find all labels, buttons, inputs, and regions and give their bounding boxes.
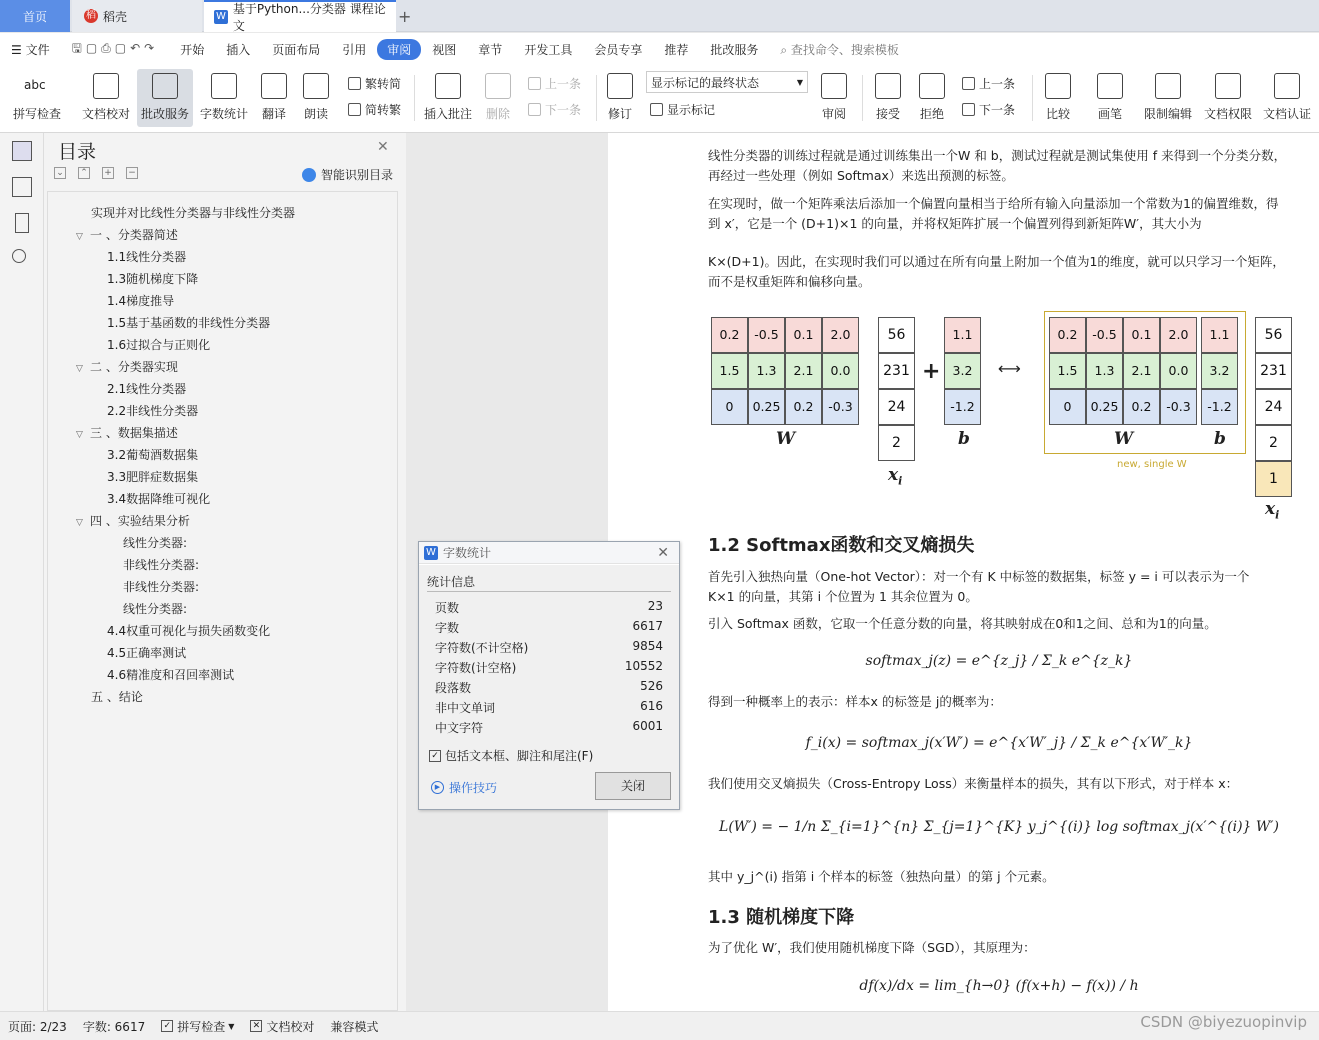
checkbox-checked-icon: ✓ [429, 750, 441, 762]
checkbox-checked-icon: ✓ [161, 1020, 173, 1032]
loss-equation: L(W′) = − 1/n Σ_{i=1}^{n} Σ_{j=1}^{K} y_j^{(i)} log softmax_j(x′^{(i)} W′) [719, 819, 1279, 835]
paragraph: 引入 Softmax 函数，它取一个任意分数的向量，将其映射成在0和1之间、总和为1的向量。 [708, 616, 1217, 631]
new-b-cell: 3.2 [1201, 353, 1238, 389]
x-cell: 56 [878, 317, 915, 353]
toc-item[interactable]: 1.6过拟合与正则化 [107, 338, 211, 352]
new-w-cell: 0.2 [1049, 317, 1086, 353]
add-item-icon[interactable]: + [102, 167, 114, 179]
section-heading: 1.3 随机梯度下降 [708, 907, 855, 928]
w-cell: 0.25 [748, 389, 785, 425]
new-w-cell: 0.1 [1123, 317, 1160, 353]
toc-item[interactable] [76, 358, 178, 375]
lock-icon [1155, 73, 1181, 99]
plus-sign: + [922, 359, 941, 384]
stat-label: 字符数(计空格) [435, 661, 517, 675]
softmax-equation: softmax_j(z) = e^{z_j} / Σ_k e^{z_k} [865, 653, 1133, 669]
tab-bar [0, 0, 1319, 32]
read-aloud-label: 朗读 [303, 107, 328, 121]
probability-equation: f_i(x) = softmax_j(x′W′) = e^{x′W′_j} / Σ_k e^{x′W′_k} [805, 735, 1193, 751]
review-pane-label: 审阅 [821, 107, 846, 121]
stat-row [435, 599, 663, 616]
toc-item[interactable]: 1.3随机梯度下降 [107, 272, 199, 286]
stat-label: 页数 [435, 601, 460, 615]
next-change-button[interactable] [962, 101, 1015, 118]
spell-check-status-label: 拼写检查 [177, 1019, 226, 1034]
toc-item[interactable]: 3.3肥胖症数据集 [107, 470, 199, 484]
doc-check-status-label: 文档校对 [266, 1019, 315, 1034]
toc-item[interactable]: 线性分类器: [123, 602, 188, 616]
x-aug-label-sub: i [1275, 508, 1280, 522]
stat-value: 526 [640, 679, 663, 693]
x-label [888, 465, 902, 487]
dialog-titlebar [419, 542, 679, 564]
w-cell: 2.0 [822, 317, 859, 353]
x-label-main: x [888, 465, 899, 485]
menu-correction[interactable]: 批改服务 [710, 42, 759, 57]
play-icon: ▶ [431, 781, 444, 794]
menu-view[interactable]: 视图 [432, 42, 457, 57]
menu-file[interactable] [0, 41, 61, 58]
doc-check-icon [93, 73, 119, 99]
reject-icon [919, 73, 945, 99]
doc-auth-button[interactable] [1259, 69, 1315, 127]
b-cell: 1.1 [944, 317, 981, 353]
doc-permission-label: 文档权限 [1203, 107, 1252, 121]
toc-item[interactable]: 1.5基于基函数的非线性分类器 [107, 316, 271, 330]
prev-comment-button[interactable] [528, 75, 581, 92]
w-cell: 0.1 [785, 317, 822, 353]
prev-change-label: 上一条 [979, 77, 1016, 91]
word-count-button[interactable] [197, 69, 251, 127]
stats-section-label: 统计信息 [427, 575, 476, 589]
toc-item[interactable]: 4.6精准度和召回率测试 [107, 668, 235, 682]
pen-label: 画笔 [1097, 107, 1122, 121]
toc-item-label: 四 、实验结果分析 [90, 514, 190, 528]
doc-auth-label: 文档认证 [1262, 107, 1311, 121]
stat-row [435, 639, 663, 656]
command-search[interactable] [769, 41, 910, 58]
stat-label: 非中文单词 [435, 701, 496, 715]
w-cell: -0.5 [748, 317, 785, 353]
stat-row [435, 679, 663, 696]
toc-item-label: 一 、分类器简述 [90, 228, 178, 242]
collapse-all-icon[interactable]: ⌄ [54, 167, 66, 179]
chapter-icon[interactable] [12, 177, 32, 197]
search-icon[interactable] [12, 249, 26, 263]
dialog-body [419, 565, 679, 809]
x-cell: 24 [878, 389, 915, 425]
tab-daoke-label: 稻壳 [103, 9, 128, 24]
toc-item[interactable] [76, 424, 178, 441]
include-footnotes-label: 包括文本框、脚注和尾注(F) [445, 749, 594, 763]
show-markup-label: 显示标记 [667, 103, 716, 117]
new-w-cell: 2.0 [1160, 317, 1197, 353]
w-cell: 0.2 [785, 389, 822, 425]
new-w-cell: -0.5 [1086, 317, 1123, 353]
doc-check-label: 文档校对 [81, 107, 130, 121]
delete-comment-button[interactable] [480, 69, 516, 127]
chevron-down-icon: ▼ [228, 1021, 235, 1031]
show-markup-button[interactable] [650, 101, 715, 118]
paragraph: 线性分类器的训练过程就是通过训练集出一个W 和 b，测试过程就是测试集使用 f 来得到一个分类分数，再经过一些处理（例如 Softmax）来选出预测的标签。 [708, 148, 1287, 183]
b-cell: -1.2 [944, 389, 981, 425]
paragraph: 得到一种概率上的表示：样本x 的标签是 j的概率为： [708, 694, 1002, 709]
toc-icon[interactable] [12, 141, 32, 161]
review-pane-button[interactable] [816, 69, 852, 127]
ribbon-divider [414, 75, 415, 121]
next-change-label: 下一条 [979, 103, 1016, 117]
chevron-down-icon: ▽ [76, 518, 83, 528]
fan-label: 繁转简 [365, 77, 402, 91]
reject-label: 拒绝 [919, 107, 944, 121]
new-w-cell: 1.3 [1086, 353, 1123, 389]
wps-writer-icon: W [424, 546, 438, 560]
restrict-edit-label: 限制编辑 [1143, 107, 1192, 121]
menu-member[interactable]: 会员专享 [594, 42, 643, 57]
menu-reference[interactable]: 引用 [342, 42, 367, 57]
track-changes-icon [607, 73, 633, 99]
stat-value: 6617 [632, 619, 663, 633]
x-label-sub: i [898, 474, 903, 488]
x-aug-cell: 2 [1255, 425, 1292, 461]
toc-item[interactable] [76, 226, 178, 243]
paragraph: 在实现时，做一个矩阵乘法后添加一个偏置向量相当于给所有输入向量添加一个常数为1的偏置维数，得到 x′，它是一个 (D+1)×1 的向量，并将权矩阵扩展一个偏置列得到新矩阵W′，其大小为 [708, 196, 1279, 231]
menu-devtools[interactable]: 开发工具 [524, 42, 573, 57]
paragraph: 为了优化 W′，我们使用随机梯度下降（SGD），其原理为： [708, 940, 1036, 955]
toc-item[interactable]: 1.4梯度推导 [107, 294, 175, 308]
status-bar [0, 1011, 1319, 1040]
paragraph: 首先引入独热向量（One-hot Vector）：对一个有 K 中标签的数据集，标签 y = i 可以表示为一个 [708, 569, 1250, 584]
stat-label: 字符数(不计空格) [435, 641, 529, 655]
toc-item[interactable]: 非线性分类器: [123, 558, 200, 572]
spell-check-icon: abc [24, 78, 46, 92]
menu-bar [0, 33, 1319, 65]
page-indicator[interactable]: 页面: 2/23 [8, 1019, 67, 1034]
menu-recommend[interactable]: 推荐 [664, 42, 689, 57]
next-comment-button[interactable] [528, 101, 581, 118]
delete-comment-label: 删除 [485, 107, 510, 121]
prev-comment-icon [528, 77, 541, 90]
compare-label: 比较 [1045, 107, 1070, 121]
correction-icon [152, 73, 178, 99]
correction-service-button[interactable] [137, 69, 193, 127]
paragraph: K×(D+1)。因此，在实现时我们可以通过在所有向量上附加一个值为1的维度，就可以只学习一个矩阵，而不是权重矩阵和偏移向量。 [708, 254, 1285, 289]
word-count-dialog [418, 541, 680, 810]
toc-item[interactable]: 4.4权重可视化与损失函数变化 [107, 624, 271, 638]
doc-check-icon: ✕ [250, 1020, 262, 1032]
stat-label: 段落数 [435, 681, 472, 695]
close-button[interactable]: 关闭 [595, 772, 671, 800]
toc-item[interactable]: 五 、结论 [91, 690, 143, 704]
new-b-cell: 1.1 [1201, 317, 1238, 353]
show-markup-icon [650, 103, 663, 116]
translate-button[interactable] [256, 69, 292, 127]
permission-icon [1215, 73, 1241, 99]
w-cell: 0 [711, 389, 748, 425]
new-w-cell: 2.1 [1123, 353, 1160, 389]
paragraph: 其中 y_j^(i) 指第 i 个样本的标签（独热向量）的第 j 个元素。 [708, 869, 1055, 884]
accept-label: 接受 [875, 107, 900, 121]
read-aloud-icon [303, 73, 329, 99]
daoke-icon: 稻 [86, 10, 96, 21]
close-icon[interactable]: ✕ [377, 139, 389, 155]
translate-label: 翻译 [261, 107, 286, 121]
markup-select-value: 显示标记的最终状态 [651, 75, 760, 90]
toc-item[interactable]: 1.1线性分类器 [107, 250, 187, 264]
insert-comment-label: 插入批注 [423, 107, 472, 121]
jian-icon [348, 103, 361, 116]
tab-daoke[interactable] [72, 0, 202, 32]
x-aug-cell: 24 [1255, 389, 1292, 425]
toc-item[interactable]: 4.5正确率测试 [107, 646, 187, 660]
ribbon-divider [862, 75, 863, 121]
tab-home[interactable]: 首页 [0, 0, 70, 32]
quick-access-icons[interactable]: 🖫▢⎙▢↶↷ [71, 40, 159, 55]
jian-label: 简转繁 [365, 103, 402, 117]
x-cell: 2 [878, 425, 915, 461]
expand-all-icon[interactable]: ⌃ [78, 167, 90, 179]
word-count-indicator[interactable]: 字数: 6617 [82, 1019, 146, 1034]
doc-check-toggle[interactable] [242, 1018, 322, 1035]
stat-value: 616 [640, 699, 663, 713]
next-comment-label: 下一条 [545, 103, 582, 117]
w-cell: 0.0 [822, 353, 859, 389]
spell-check-label: 拼写检查 [12, 107, 61, 121]
toc-item[interactable]: 2.1线性分类器 [107, 382, 187, 396]
stat-label: 字数 [435, 621, 460, 635]
x-bias-cell: 1 [1255, 461, 1292, 497]
accept-button[interactable] [870, 69, 906, 127]
toc-item-label: 三 、数据集描述 [90, 426, 178, 440]
track-changes-button[interactable] [602, 69, 638, 127]
stat-value: 9854 [632, 639, 663, 653]
toc-toolbar [54, 167, 150, 179]
tips-label: 操作技巧 [449, 781, 498, 795]
stat-value: 10552 [624, 659, 663, 673]
pen-icon [1097, 73, 1123, 99]
toc-item[interactable]: 3.2葡萄酒数据集 [107, 448, 199, 462]
wps-writer-icon: W [215, 11, 226, 22]
menu-review[interactable]: 审阅 [377, 39, 421, 60]
tab-document[interactable] [204, 0, 396, 32]
stat-row [435, 699, 663, 716]
toc-list [47, 191, 398, 1011]
compat-mode-indicator: 兼容模式 [330, 1019, 379, 1034]
simplified-to-traditional-button[interactable] [348, 101, 401, 118]
new-w-caption: new, single W [1117, 459, 1187, 470]
menu-file-label: 文件 [25, 42, 50, 57]
correction-label: 批改服务 [140, 107, 189, 121]
w-label: W [776, 429, 796, 449]
x-cell: 231 [878, 353, 915, 389]
ribbon-divider [596, 75, 597, 121]
fan-icon [348, 77, 361, 90]
w-cell: -0.3 [822, 389, 859, 425]
toc-item[interactable]: 非线性分类器: [123, 580, 200, 594]
review-ribbon [0, 65, 1319, 133]
menu-start[interactable]: 开始 [180, 42, 205, 57]
new-w-cell: 0 [1049, 389, 1086, 425]
x-aug-cell: 231 [1255, 353, 1292, 389]
new-tab-button[interactable]: + [398, 6, 412, 26]
comment-icon [435, 73, 461, 99]
insert-comment-button[interactable] [422, 69, 474, 127]
prev-change-icon [962, 77, 975, 90]
bookmark-icon[interactable] [15, 213, 29, 233]
x-aug-label [1265, 499, 1279, 521]
prev-change-button[interactable] [962, 75, 1015, 92]
read-aloud-button[interactable] [298, 69, 334, 127]
reject-button[interactable] [914, 69, 950, 127]
stat-row [435, 619, 663, 636]
new-b-label: b [1214, 429, 1226, 449]
close-icon[interactable]: ✕ [657, 545, 669, 561]
include-footnotes-checkbox[interactable] [429, 747, 593, 764]
b-label: b [958, 429, 970, 449]
ribbon-divider [1032, 75, 1033, 121]
w-cell: 0.2 [711, 317, 748, 353]
w-cell: 1.5 [711, 353, 748, 389]
x-aug-label-main: x [1265, 499, 1276, 519]
tab-document-label: 基于Python...分类器 课程论文 [232, 2, 386, 33]
hamburger-icon: ☰ [11, 42, 26, 57]
new-w-cell: 0.25 [1086, 389, 1123, 425]
toc-item[interactable]: 线性分类器: [123, 536, 188, 550]
b-cell: 3.2 [944, 353, 981, 389]
chevron-down-icon: ▼ [796, 77, 803, 87]
w-cell: 2.1 [785, 353, 822, 389]
smart-toc-icon [302, 168, 316, 182]
new-w-cell: 0.0 [1160, 353, 1197, 389]
toc-title: 目录 [58, 141, 97, 163]
double-arrow-icon: ⟷ [998, 359, 1021, 378]
new-w-cell: 1.5 [1049, 353, 1086, 389]
stat-row [435, 719, 663, 736]
tips-link[interactable] [431, 779, 497, 796]
search-icon: ⌕ [780, 42, 791, 57]
new-w-label: W [1114, 429, 1134, 449]
smart-toc-label: 智能识别目录 [321, 168, 394, 182]
next-comment-icon [528, 103, 541, 116]
nav-icon-strip [0, 133, 44, 1011]
w-cell: 1.3 [748, 353, 785, 389]
new-w-cell: -0.3 [1160, 389, 1197, 425]
new-w-cell: 0.2 [1123, 389, 1160, 425]
paragraph: 我们使用交叉熵损失（Cross-Entropy Loss）来衡量样本的损失，其有以下形式，对于样本 x： [708, 776, 1239, 791]
track-changes-label: 修订 [607, 107, 632, 121]
chevron-down-icon: ▽ [76, 430, 83, 440]
compare-button[interactable] [1040, 69, 1076, 127]
translate-icon [261, 73, 287, 99]
restrict-edit-button[interactable] [1140, 69, 1196, 127]
new-b-cell: -1.2 [1201, 389, 1238, 425]
derivative-equation: df(x)/dx = lim_{h→0} (f(x+h) − f(x)) / h [859, 978, 1139, 994]
stat-row [435, 659, 663, 676]
compare-icon [1045, 73, 1071, 99]
toc-item[interactable]: 3.4数据降维可视化 [107, 492, 211, 506]
remove-item-icon[interactable]: − [126, 167, 138, 179]
pen-button[interactable] [1092, 69, 1128, 127]
next-change-icon [962, 103, 975, 116]
toc-item-label: 二 、分类器实现 [90, 360, 178, 374]
stat-value: 23 [647, 599, 663, 613]
toc-panel [44, 133, 406, 1011]
toc-item[interactable]: 2.2非线性分类器 [107, 404, 199, 418]
divider [427, 591, 671, 592]
accept-icon [875, 73, 901, 99]
toc-item[interactable] [76, 512, 190, 529]
spell-check-button[interactable] [8, 69, 66, 127]
paragraph: K×1 的向量，其第 i 个位置为 1 其余位置为 0。 [708, 589, 978, 604]
traditional-to-simplified-button[interactable] [348, 75, 401, 92]
stat-value: 6001 [632, 719, 663, 733]
markup-select[interactable] [646, 71, 808, 93]
prev-comment-label: 上一条 [545, 77, 582, 91]
stat-label: 中文字符 [435, 721, 484, 735]
dialog-title: 字数统计 [443, 546, 492, 560]
menu-insert[interactable]: 插入 [226, 42, 251, 57]
delete-comment-icon [485, 73, 511, 99]
smart-toc-button[interactable] [302, 166, 393, 183]
menu-section[interactable]: 章节 [478, 42, 503, 57]
chevron-down-icon: ▽ [76, 364, 83, 374]
document-page[interactable] [608, 133, 1319, 1011]
menu-layout[interactable]: 页面布局 [272, 42, 321, 57]
toc-item[interactable]: 实现并对比线性分类器与非线性分类器 [91, 206, 296, 220]
review-pane-icon [821, 73, 847, 99]
x-aug-cell: 56 [1255, 317, 1292, 353]
certificate-icon [1274, 73, 1300, 99]
word-count-label: 字数统计 [199, 107, 248, 121]
word-count-icon [211, 73, 237, 99]
chevron-down-icon: ▽ [76, 232, 83, 242]
section-heading: 1.2 Softmax函数和交叉熵损失 [708, 535, 975, 556]
spell-check-toggle[interactable] [153, 1018, 242, 1035]
doc-permission-button[interactable] [1200, 69, 1256, 127]
csdn-watermark: CSDN @biyezuopinvip [1140, 1013, 1307, 1031]
doc-check-button[interactable] [78, 69, 134, 127]
command-search-label: 查找命令、搜索模板 [790, 42, 899, 57]
